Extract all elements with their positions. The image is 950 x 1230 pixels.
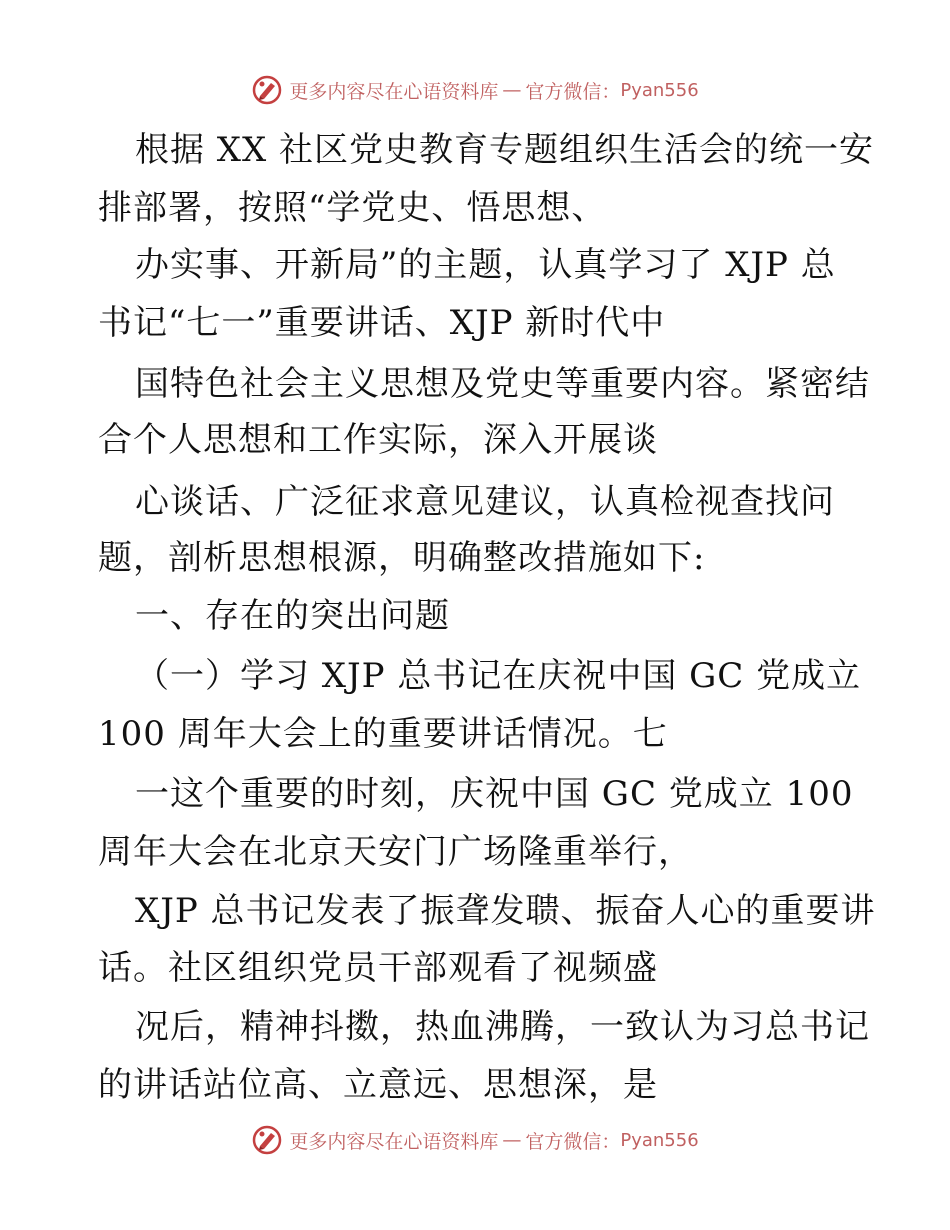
text-line: 一这个重要的时刻，庆祝中国 GC 党成立 100 (135, 774, 854, 814)
watermark-separator: — (502, 1129, 522, 1151)
subsection-heading: （一）学习 XJP 总书记在庆祝中国 GC 党成立 (135, 656, 862, 696)
text-line: 周年大会在北京天安门广场隆重举行， (98, 832, 693, 872)
text-line: 题，剖析思想根源，明确整改措施如下: (98, 538, 706, 578)
text-line: 合个人思想和工作实际，深入开展谈 (98, 420, 658, 460)
watermark-banner-bottom (0, 1122, 950, 1158)
text-line: 书记“七一”重要讲话、XJP 新时代中 (98, 303, 666, 343)
pen-logo-icon (251, 74, 283, 106)
text-line: 况后，精神抖擞，热血沸腾，一致认为习总书记 (135, 1007, 870, 1047)
text-line: 心谈话、广泛征求意见建议，认真检视查找问 (135, 482, 835, 522)
text-line: XJP 总书记发表了振聋发聩、振奋人心的重要讲 (135, 891, 876, 931)
watermark-separator: — (502, 79, 522, 101)
text-line: 话。社区组织党员干部观看了视频盛 (98, 948, 658, 988)
text-line: 根据 XX 社区党史教育专题组织生活会的统一安 (135, 130, 875, 170)
watermark-wechat-label: 官方微信： (525, 80, 621, 103)
watermark-wechat-id: Pyan556 (620, 79, 699, 101)
watermark-wechat-label: 官方微信： (525, 1130, 621, 1153)
text-line: 排部署，按照“学党史、悟思想、 (98, 188, 607, 228)
watermark-banner-top (0, 72, 950, 108)
watermark-text: 更多内容尽在心语资料库 (289, 80, 499, 103)
text-line: 的讲话站位高、立意远、思想深，是 (98, 1065, 658, 1105)
text-line: 国特色社会主义思想及党史等重要内容。紧密结 (135, 364, 870, 404)
watermark-text: 更多内容尽在心语资料库 (289, 1130, 499, 1153)
section-heading: 一、存在的突出问题 (135, 596, 450, 636)
watermark-wechat-id: Pyan556 (620, 1129, 699, 1151)
text-line: 100 周年大会上的重要讲话情况。七 (98, 714, 668, 754)
text-line: 办实事、开新局”的主题，认真学习了 XJP 总 (135, 245, 836, 285)
pen-logo-icon (251, 1124, 283, 1156)
